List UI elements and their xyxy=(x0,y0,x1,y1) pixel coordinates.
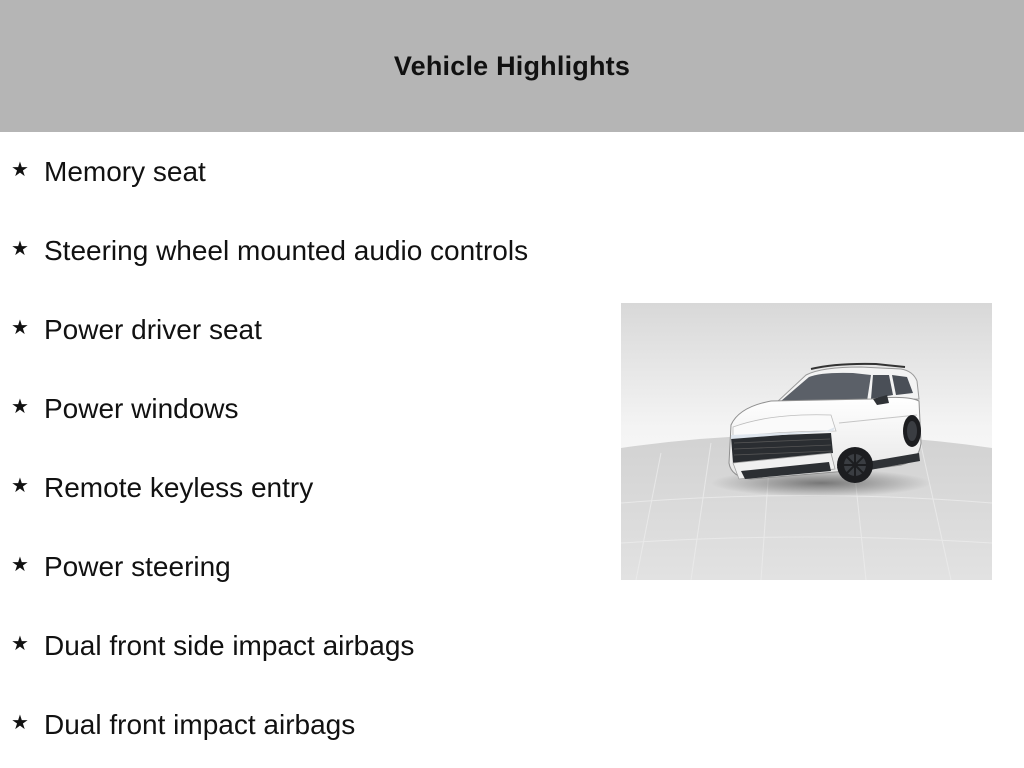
feature-item xyxy=(0,626,414,666)
feature-item xyxy=(0,705,355,745)
feature-label: Steering wheel mounted audio controls xyxy=(44,235,529,266)
rear-wheel xyxy=(903,415,921,447)
page-title: Vehicle Highlights xyxy=(393,50,631,81)
feature-label: Dual front side impact airbags xyxy=(44,630,415,661)
feature-label: Memory seat xyxy=(44,156,206,187)
feature-label: Dual front impact airbags xyxy=(44,709,356,740)
feature-item xyxy=(0,152,206,192)
vehicle-photo xyxy=(621,303,992,580)
feature-item xyxy=(0,310,262,350)
star-icon: ★ xyxy=(11,631,29,655)
feature-label: Power windows xyxy=(44,393,239,424)
header-banner xyxy=(0,0,1024,132)
star-icon: ★ xyxy=(11,473,29,497)
feature-label: Power driver seat xyxy=(44,314,262,345)
star-icon: ★ xyxy=(11,315,29,339)
star-icon: ★ xyxy=(11,710,29,734)
star-icon: ★ xyxy=(11,552,29,576)
feature-label: Power steering xyxy=(44,551,231,582)
front-wheel xyxy=(837,447,873,483)
star-icon: ★ xyxy=(11,236,29,260)
feature-item xyxy=(0,468,313,508)
feature-item xyxy=(0,547,231,587)
feature-item xyxy=(0,231,528,271)
feature-label: Remote keyless entry xyxy=(44,472,314,503)
vehicle-illustration xyxy=(621,303,992,580)
star-icon: ★ xyxy=(11,157,29,181)
star-icon: ★ xyxy=(11,394,29,418)
feature-item xyxy=(0,389,239,429)
